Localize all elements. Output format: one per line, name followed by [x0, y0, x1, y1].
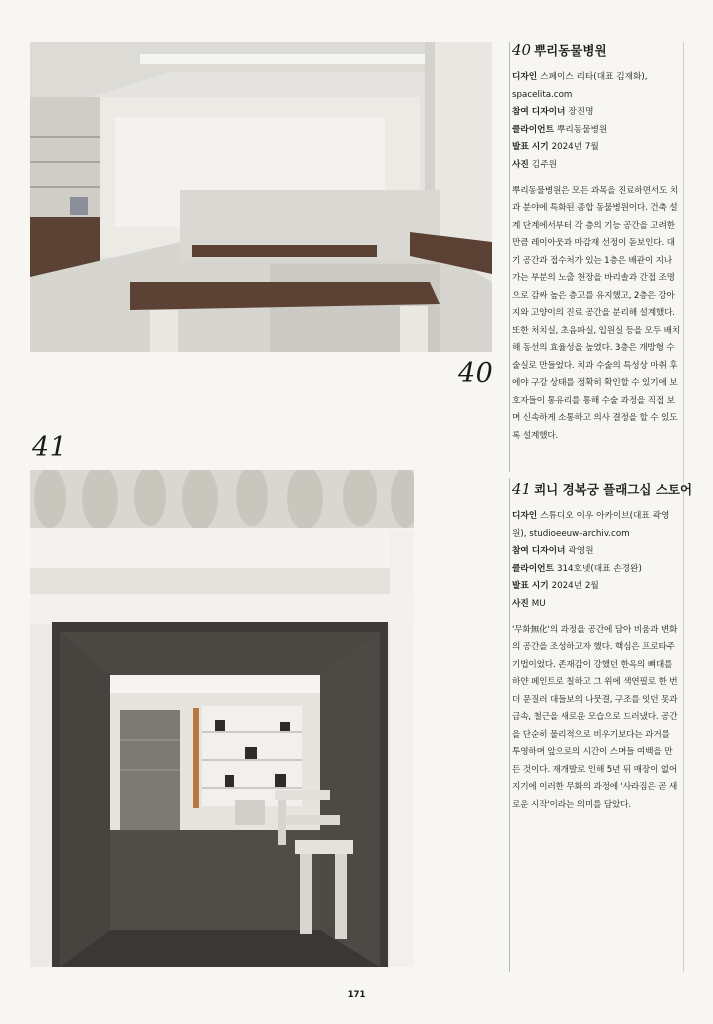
meta-designer: 참여 디자이너 곽영원 — [512, 546, 594, 557]
entry-41-title-text: 쾨니 경복궁 플래그십 스토어 — [534, 482, 693, 497]
entry-40-title-number: 40 — [512, 41, 532, 59]
entry-40-title — [512, 42, 680, 59]
entry-40-meta — [512, 69, 680, 175]
meta-date: 발표 시기 2024년 7월 — [512, 142, 599, 153]
meta-design: 디자인 스튜디오 이우 아카이브(대표 곽영원), studioeeuw-archiv.com — [512, 511, 670, 539]
entry-40-title-text: 뿌리동물병원 — [534, 43, 607, 58]
entry-41-description: '무화無化'의 과정을 공간에 담아 비움과 변화의 공간을 조성하고자 했다. 핵심은 프로타주 기법이었다. 존재감이 강했던 한옥의 뼈대를 하얀 페인트로 칠하고 그 위에 색연필로 한 번 더 문질러 대들보의 나뭇결, 구조를 잇던 못과 금속, 철근을 새로운 모습으로 드러냈다. 공간을 단순히 물리적으로 비우기보다는 과거를 투영하며 앞으로의 시간이 스며들 여백을 만든 것이다. 재개발로 인해 5년 뒤 매장이 없어지기에 이러한 무화의 과정에 '사라짐은 곧 새로운 시작'이라는 의미를 담았다. — [512, 624, 678, 810]
meta-designer: 참여 디자이너 장진명 — [512, 107, 594, 118]
flagship-store-illustration — [30, 470, 414, 967]
entry-41-title-number: 41 — [512, 480, 532, 498]
meta-photo: 사진 MU — [512, 598, 546, 609]
column-divider — [509, 42, 510, 472]
meta-client: 클라이언트 뿌리동물병원 — [512, 124, 608, 135]
entry-40-text — [512, 42, 680, 445]
page-number: 171 — [347, 990, 366, 1000]
photo-clinic-interior — [30, 42, 492, 352]
column-divider — [509, 478, 510, 972]
clinic-interior-illustration — [30, 42, 492, 352]
meta-photo: 사진 김주원 — [512, 159, 557, 170]
column-divider-right — [683, 42, 684, 972]
entry-41-meta — [512, 508, 680, 614]
meta-date: 발표 시기 2024년 2월 — [512, 581, 599, 592]
entry-40-description: 뿌리동물병원은 모든 과목을 진료하면서도 치과 분야에 특화된 종합 동물병원이다. 건축 설계 단계에서부터 각 층의 기능 공간을 고려한 만큼 레이아웃과 마감재 선정이 돋보인다. 대기 공간과 접수처가 있는 1층은 배관이 지나가는 부분의 노출 천장을 바리솔과 간접 조명으로 감싸 높은 층고를 유지했고, 2층은 강아지와 고양이의 진료 공간을 분리해 설계했다. 또한 처치실, 초음파실, 입원실 등을 모두 배치해 동선의 효율성을 높였다. 3층은 개방형 수술실로 만들었다. 치과 수술의 특성상 마취 후에야 구강 상태를 정확히 확인할 수 있기에 보호자들이 통유리를 통해 수술 과정을 직접 보며 신속하게 소통하고 의사 결정을 할 수 있도록 설계했다. — [512, 185, 680, 441]
meta-design: 디자인 스페이스 리타(대표 김재화), spacelita.com — [512, 72, 648, 100]
entry-41-title — [512, 480, 693, 498]
entry-41-number: 41 — [32, 432, 68, 463]
meta-client: 클라이언트 314호넷(대표 손경완) — [512, 563, 642, 574]
photo-flagship-store — [30, 470, 414, 967]
entry-40-number: 40 — [458, 358, 494, 389]
entry-41-text — [512, 480, 693, 814]
